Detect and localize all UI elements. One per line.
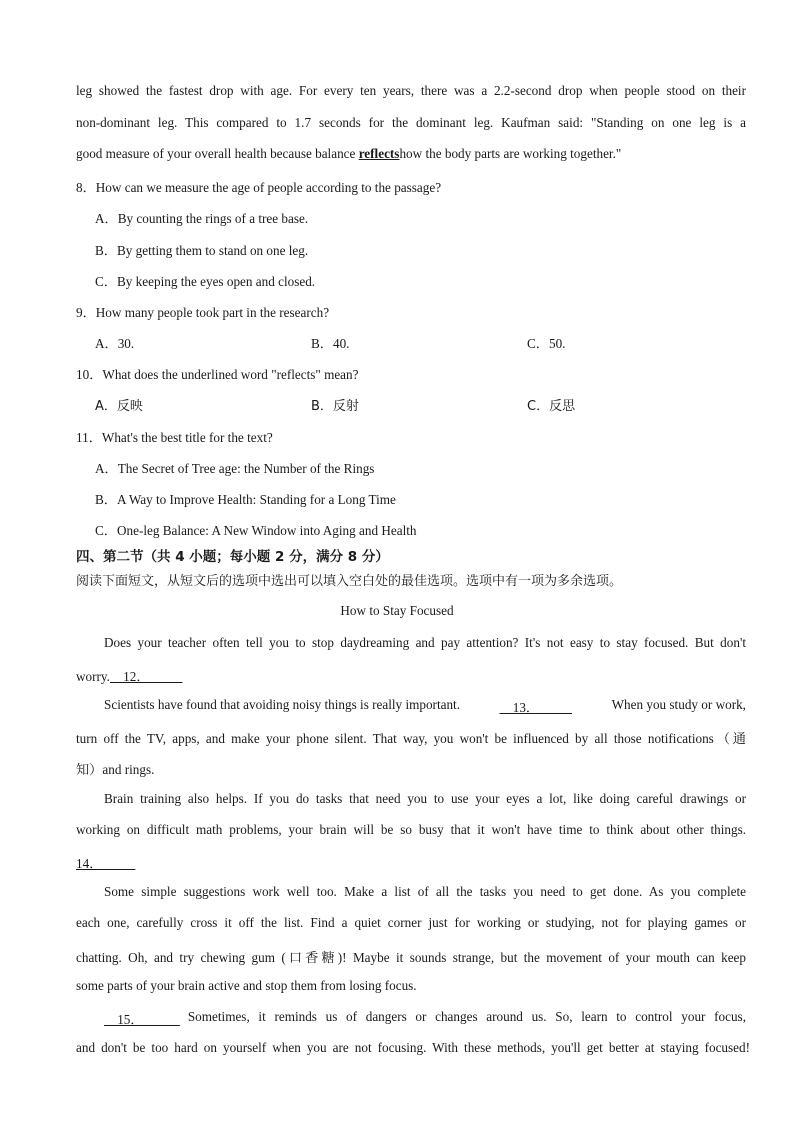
blank-13[interactable]: 13． — [499, 700, 573, 715]
passage-line — [76, 146, 621, 162]
option-c[interactable]: C．50. — [527, 336, 566, 351]
paragraph-line — [76, 666, 182, 685]
passage-text: good measure of your overall health because balance — [76, 146, 359, 161]
paragraph-line — [104, 1009, 746, 1028]
section-instruction: 阅读下面短文，从短文后的选项中选出可以填入空白处的最佳选项。选项中有一项为多余选项。 — [76, 574, 623, 589]
question-stem: 9．How many people took part in the research? — [76, 305, 330, 320]
paragraph-line: Some simple suggestions work well too. Make a list of all the tasks you need to get done. As you complete — [104, 884, 746, 899]
blank-14[interactable]: 14． — [76, 856, 136, 871]
paragraph-line — [76, 853, 135, 872]
option-b[interactable]: B．反射 — [311, 399, 359, 414]
section-heading: 四、第二节（共 4 小题；每小题 2 分，满分 8 分） — [76, 549, 389, 565]
paragraph-line: some parts of your brain active and stop them from losing focus. — [76, 978, 417, 993]
question-stem: 8．How can we measure the age of people according to the passage? — [76, 180, 442, 195]
option-b[interactable]: B．By getting them to stand on one leg. — [95, 243, 309, 258]
passage-line: non-dominant leg. This compared to 1.7 seconds for the dominant leg. Kaufman said: "Standing on one leg is a — [76, 115, 746, 130]
option-a[interactable]: A．反映 — [95, 399, 143, 414]
paragraph-text: Scientists have found that avoiding noisy things is really important. — [104, 697, 461, 712]
option-a[interactable]: A．By counting the rings of a tree base. — [95, 211, 309, 226]
paragraph-line: each one, carefully cross it off the list. Find a quiet corner just for working or studying, not for playing games or — [76, 915, 746, 930]
option-a[interactable]: A．30. — [95, 336, 135, 351]
paragraph-line: and don't be too hard on yourself when you are not focusing. With these methods, you'll get better at staying focused! — [76, 1040, 750, 1055]
option-c[interactable]: C．By keeping the eyes open and closed. — [95, 274, 316, 289]
paragraph-line — [104, 697, 746, 716]
paragraph-line: Does your teacher often tell you to stop daydreaming and pay attention? It's not easy to stay focused. But don't — [104, 635, 746, 650]
blank-15[interactable]: 15． — [104, 1012, 180, 1027]
paragraph-text: worry. — [76, 669, 110, 684]
paragraph-text: Sometimes, it reminds us of dangers or changes around us. So, learn to control your focus, — [187, 1009, 746, 1024]
passage-text: how the body parts are working together." — [399, 146, 622, 161]
paragraph-line: 知）and rings. — [76, 762, 155, 777]
passage-title: How to Stay Focused — [340, 603, 454, 618]
paragraph-line: turn off the TV, apps, and make your phone silent. That way, you won't be influenced by all those notifications（通 — [76, 731, 746, 746]
option-a[interactable]: A．The Secret of Tree age: the Number of the Rings — [95, 461, 375, 476]
paragraph-line: working on difficult math problems, your brain will be so busy that it won't have time to think about other things. — [76, 822, 746, 837]
paragraph-text: When you study or work, — [611, 697, 746, 712]
option-b[interactable]: B．40. — [311, 336, 350, 351]
question-stem: 11．What's the best title for the text? — [76, 430, 273, 445]
option-b[interactable]: B．A Way to Improve Health: Standing for a Long Time — [95, 492, 396, 507]
underlined-keyword: reflects — [358, 146, 400, 161]
paragraph-line: Brain training also helps. If you do tasks that need you to use your eyes a lot, like doing careful drawings or — [104, 791, 746, 806]
paragraph-line: chatting. Oh, and try chewing gum (口香糖)! Maybe it sounds strange, but the movement of your mouth can keep — [76, 950, 746, 965]
blank-12[interactable]: 12． — [109, 669, 183, 684]
question-stem: 10．What does the underlined word "reflects" mean? — [76, 367, 359, 382]
option-c[interactable]: C．One-leg Balance: A New Window into Aging and Health — [95, 523, 417, 538]
passage-line: leg showed the fastest drop with age. For every ten years, there was a 2.2-second drop when people stood on their — [76, 83, 746, 98]
option-c[interactable]: C．反思 — [527, 399, 576, 414]
